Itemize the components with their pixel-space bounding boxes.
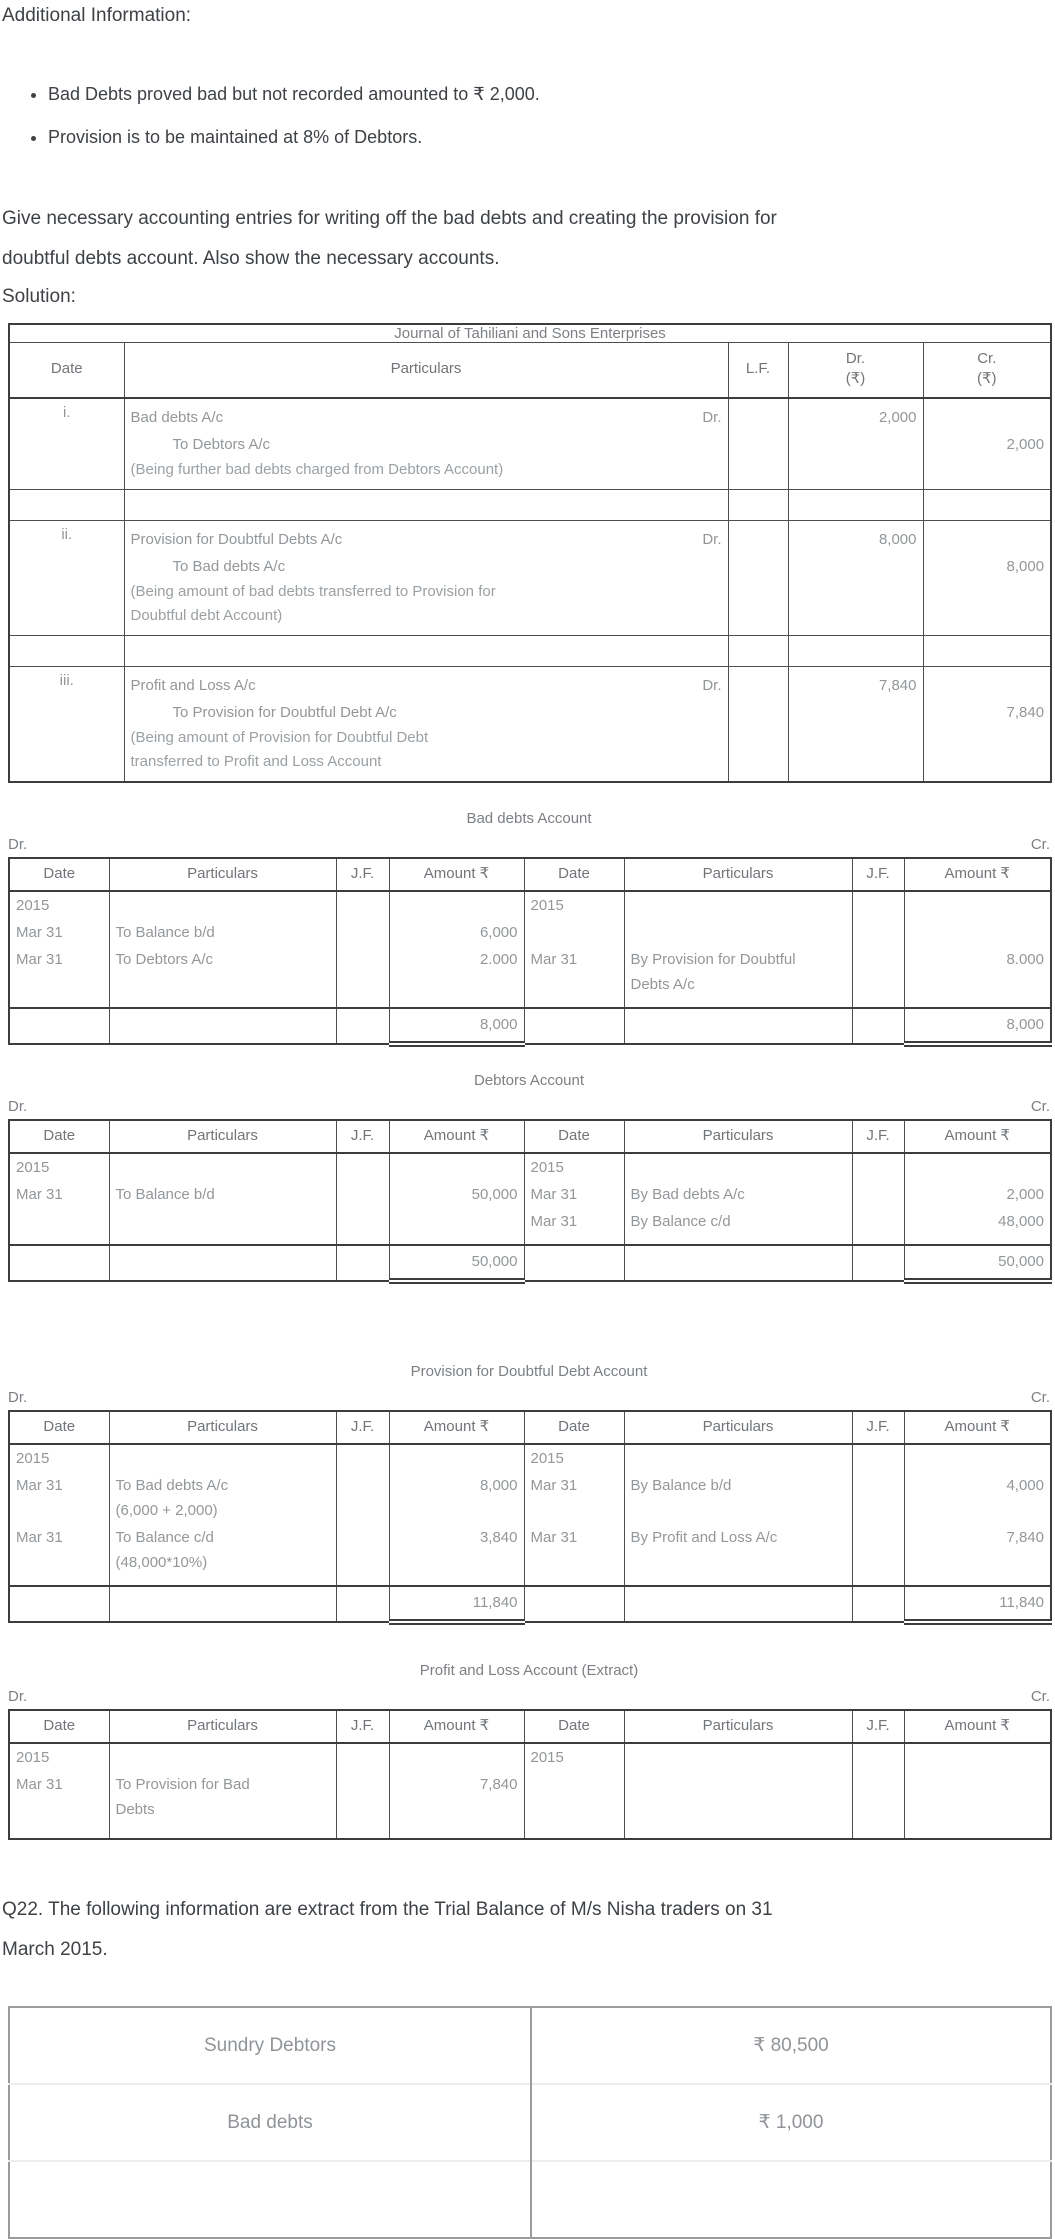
col-amount: Amount ₹ xyxy=(389,858,524,891)
entry-cr-amount-cell xyxy=(923,667,1051,783)
entry-number: i. xyxy=(9,398,124,490)
entry-cr-amount: 7,840 xyxy=(1006,704,1045,721)
journal-header-dr xyxy=(788,343,923,399)
date-cell: 2015 xyxy=(9,1743,109,1771)
amount-cell: 7,840 xyxy=(904,1524,1051,1586)
table-row xyxy=(9,2161,1051,2238)
date-cell: 2015 xyxy=(524,1153,624,1181)
journal-header-row xyxy=(9,343,1051,399)
total-amount: 11,840 xyxy=(904,1586,1051,1622)
particulars-cell: By Balance c/d xyxy=(624,1208,852,1245)
col-particulars: Particulars xyxy=(109,858,336,891)
entry-dr-label: Dr. xyxy=(702,677,722,694)
col-date: Date xyxy=(524,1120,624,1153)
journal-header-particulars: Particulars xyxy=(124,343,728,399)
entry-dr-amount-cell xyxy=(788,398,923,490)
table-row xyxy=(9,2084,1051,2161)
ledger-row xyxy=(9,919,1051,946)
amount-cell: 48,000 xyxy=(904,1208,1051,1245)
col-jf: J.F. xyxy=(336,858,389,891)
col-amount: Amount ₹ xyxy=(904,1710,1051,1743)
col-amount: Amount ₹ xyxy=(389,1411,524,1444)
ledger-header-row xyxy=(9,858,1051,891)
col-amount: Amount ₹ xyxy=(904,1120,1051,1153)
ledger-year-row xyxy=(9,1444,1051,1472)
pl-extract-table xyxy=(8,1709,1052,1840)
col-date: Date xyxy=(9,1120,109,1153)
journal-header-dr-label: Dr. xyxy=(845,350,866,367)
total-amount: 50,000 xyxy=(389,1245,524,1281)
amount-cell: 2,000 xyxy=(904,1181,1051,1208)
question-paragraph-line-1: Give necessary accounting entries for writing off the bad debts and creating the provision for xyxy=(2,208,777,229)
jf-cell xyxy=(852,1472,904,1524)
amount-cell: 3,840 xyxy=(389,1524,524,1586)
table-row xyxy=(9,2007,1051,2084)
entry-particulars xyxy=(124,521,728,636)
q22-line-1: Q22. The following information are extract from the Trial Balance of M/s Nisha traders on 31 xyxy=(2,1899,773,1920)
ledger-title: Debtors Account xyxy=(473,1072,585,1089)
col-particulars: Particulars xyxy=(624,1710,852,1743)
col-jf: J.F. xyxy=(336,1411,389,1444)
amount-cell: 6,000 xyxy=(389,919,524,946)
entry-debit-line xyxy=(131,526,722,553)
entry-lf-cell xyxy=(728,521,788,636)
date-cell: 2015 xyxy=(9,891,109,919)
ledger-row xyxy=(9,1181,1051,1208)
entry-account: Provision for Doubtful Debts A/c xyxy=(130,531,343,548)
item-value: ₹ 80,500 xyxy=(531,2007,1051,2084)
item-label: Sundry Debtors xyxy=(203,2034,336,2056)
particulars-cell: To Bad debts A/c (6,000 + 2,000) xyxy=(109,1472,336,1524)
date-cell: 2015 xyxy=(524,1444,624,1472)
col-date: Date xyxy=(9,1710,109,1743)
journal-header-cr-rupee: (₹) xyxy=(977,370,997,387)
entry-cr-amount-cell xyxy=(923,398,1051,490)
date-cell: Mar 31 xyxy=(9,1771,109,1839)
particulars-cell: To Debtors A/c xyxy=(109,946,336,1008)
spacer-line xyxy=(930,672,1045,699)
jf-cell xyxy=(852,1524,904,1586)
col-particulars: Particulars xyxy=(624,858,852,891)
item-value xyxy=(531,2161,1051,2238)
bullet-list xyxy=(0,82,1055,149)
total-amount: 11,840 xyxy=(389,1586,524,1622)
particulars-cell: By Provision for Doubtful Debts A/c xyxy=(624,946,852,1008)
date-cell: 2015 xyxy=(524,1743,624,1771)
entry-dr-amount-cell xyxy=(788,521,923,636)
drcr-labels xyxy=(8,835,1050,855)
entry-debit-line xyxy=(131,672,722,699)
col-amount: Amount ₹ xyxy=(904,1411,1051,1444)
ledger-section-provision xyxy=(0,1362,1055,1625)
particulars-cell: To Balance b/d xyxy=(109,1181,336,1208)
journal-entry-row-iii xyxy=(9,667,1051,783)
ledger-section-bad-debts xyxy=(0,809,1055,1047)
total-amount: 50,000 xyxy=(904,1245,1051,1281)
entry-credit-line: To Debtors A/c xyxy=(172,436,271,453)
col-date: Date xyxy=(9,1411,109,1444)
journal-header-dr-rupee: (₹) xyxy=(845,370,866,387)
spacer-line xyxy=(930,526,1045,553)
entry-account: Bad debts A/c xyxy=(130,409,224,426)
bullet-item-provision: • Provision is to be maintained at 8% of Debtors. xyxy=(48,125,1055,149)
col-jf: J.F. xyxy=(336,1120,389,1153)
entry-number: ii. xyxy=(9,521,124,636)
entry-lf-cell xyxy=(728,667,788,783)
jf-cell xyxy=(336,1181,389,1208)
journal-entry-row-ii xyxy=(9,521,1051,636)
amount-cell: 8.000 xyxy=(904,946,1051,1008)
journal-entry-row-i xyxy=(9,398,1051,490)
cr-label: Cr. xyxy=(1030,1688,1050,1705)
dr-label: Dr. xyxy=(8,1098,28,1115)
date-cell: Mar 31 xyxy=(9,919,109,946)
col-date: Date xyxy=(9,858,109,891)
jf-cell xyxy=(852,1181,904,1208)
ledger-header-row xyxy=(9,1710,1051,1743)
date-cell: Mar 31 xyxy=(524,946,624,1008)
ledger-title: Bad debts Account xyxy=(466,810,592,827)
total-amount: 8,000 xyxy=(904,1008,1051,1044)
entry-credit-line: To Bad debts A/c xyxy=(172,558,286,575)
item-label: Bad debts xyxy=(9,2084,531,2161)
ledger-year-row xyxy=(9,1743,1051,1771)
ledger-total-row xyxy=(9,1008,1051,1044)
drcr-labels xyxy=(8,1388,1050,1408)
ledger-row xyxy=(9,1208,1051,1245)
bad-debts-account-table xyxy=(8,857,1052,1047)
journal-title: Journal of Tahiliani and Sons Enterprises xyxy=(9,324,1051,343)
total-amount: 8,000 xyxy=(389,1008,524,1044)
particulars-cell: By Bad debts A/c xyxy=(624,1181,852,1208)
particulars-cell: By Profit and Loss A/c xyxy=(624,1524,852,1586)
ledger-title: Profit and Loss Account (Extract) xyxy=(419,1662,639,1679)
trial-balance-extract-table xyxy=(8,2006,1052,2239)
additional-information-heading: Additional Information: xyxy=(2,5,192,26)
entry-particulars xyxy=(124,398,728,490)
date-cell: Mar 31 xyxy=(524,1208,624,1245)
date-cell: Mar 31 xyxy=(9,1472,109,1524)
col-jf: J.F. xyxy=(852,1120,904,1153)
ledger-row xyxy=(9,1771,1051,1839)
cr-label: Cr. xyxy=(1030,1389,1050,1406)
ledger-header-row xyxy=(9,1120,1051,1153)
date-cell: 2015 xyxy=(9,1444,109,1472)
entry-dr-amount: 2,000 xyxy=(878,409,917,426)
date-cell: Mar 31 xyxy=(524,1181,624,1208)
journal-header-date: Date xyxy=(9,343,124,399)
entry-dr-amount: 8,000 xyxy=(878,531,917,548)
entry-dr-amount: 7,840 xyxy=(878,677,917,694)
entry-cr-amount: 8,000 xyxy=(1006,558,1045,575)
ledger-year-row xyxy=(9,891,1051,919)
col-amount: Amount ₹ xyxy=(389,1120,524,1153)
date-cell: Mar 31 xyxy=(524,1472,624,1524)
entry-narration-line-2: transferred to Profit and Loss Account xyxy=(130,753,382,770)
entry-narration-line-1: (Being amount of Provision for Doubtful Debt xyxy=(130,729,429,746)
drcr-labels xyxy=(8,1097,1050,1117)
date-cell: Mar 31 xyxy=(9,946,109,1008)
jf-cell xyxy=(336,1524,389,1586)
cr-label: Cr. xyxy=(1030,836,1050,853)
ledger-header-row xyxy=(9,1411,1051,1444)
entry-lf-cell xyxy=(728,398,788,490)
date-cell: Mar 31 xyxy=(9,1524,109,1586)
particulars-cell: To Provision for Bad Debts xyxy=(109,1771,336,1839)
dr-label: Dr. xyxy=(8,1389,28,1406)
col-particulars: Particulars xyxy=(624,1411,852,1444)
ledger-total-row xyxy=(9,1245,1051,1281)
col-particulars: Particulars xyxy=(109,1411,336,1444)
debtors-account-table xyxy=(8,1119,1052,1284)
cr-label: Cr. xyxy=(1030,1098,1050,1115)
col-amount: Amount ₹ xyxy=(904,858,1051,891)
jf-cell xyxy=(336,946,389,1008)
ledger-row xyxy=(9,1472,1051,1524)
question-paragraph xyxy=(2,199,1055,279)
item-label xyxy=(9,2161,531,2238)
col-jf: J.F. xyxy=(852,858,904,891)
document-page xyxy=(0,4,1055,2175)
journal-header-cr xyxy=(923,343,1051,399)
particulars-cell: To Balance b/d xyxy=(109,919,336,946)
journal-header-lf: L.F. xyxy=(728,343,788,399)
entry-narration-line-1: (Being amount of bad debts transferred to Provision for xyxy=(130,583,496,600)
journal-spacer-row xyxy=(9,490,1051,521)
amount-cell: 50,000 xyxy=(389,1181,524,1208)
amount-cell: 8,000 xyxy=(389,1472,524,1524)
amount-cell: 2.000 xyxy=(389,946,524,1008)
ledger-row xyxy=(9,946,1051,1008)
date-cell: 2015 xyxy=(9,1153,109,1181)
col-jf: J.F. xyxy=(336,1710,389,1743)
entry-narration: (Being further bad debts charged from Debtors Account) xyxy=(130,461,504,478)
col-particulars: Particulars xyxy=(109,1120,336,1153)
entry-credit-line: To Provision for Doubtful Debt A/c xyxy=(172,704,397,721)
col-jf: J.F. xyxy=(852,1411,904,1444)
ledger-section-debtors xyxy=(0,1071,1055,1284)
entry-dr-amount-cell xyxy=(788,667,923,783)
entry-dr-label: Dr. xyxy=(702,409,722,426)
journal-spacer-row xyxy=(9,636,1051,667)
item-value: ₹ 1,000 xyxy=(531,2084,1051,2161)
jf-cell xyxy=(852,946,904,1008)
ledger-section-pl-extract xyxy=(0,1661,1055,1840)
dr-label: Dr. xyxy=(8,836,28,853)
date-cell: Mar 31 xyxy=(9,1181,109,1208)
spacer-line xyxy=(930,404,1045,431)
col-date: Date xyxy=(524,858,624,891)
entry-particulars xyxy=(124,667,728,783)
q22-line-2: March 2015. xyxy=(2,1939,108,1960)
col-particulars: Particulars xyxy=(109,1710,336,1743)
bullet-item-bad-debts: • Bad Debts proved bad but not recorded amounted to ₹ 2,000. xyxy=(48,82,1055,106)
entry-debit-line xyxy=(131,404,722,431)
entry-narration-line-2: Doubtful debt Account) xyxy=(130,607,283,624)
jf-cell xyxy=(336,1771,389,1839)
date-cell: 2015 xyxy=(524,891,624,919)
ledger-title: Provision for Doubtful Debt Account xyxy=(410,1363,648,1380)
jf-cell xyxy=(336,919,389,946)
jf-cell xyxy=(336,1472,389,1524)
col-amount: Amount ₹ xyxy=(389,1710,524,1743)
entry-cr-amount: 2,000 xyxy=(1006,436,1045,453)
particulars-cell: By Balance b/d xyxy=(624,1472,852,1524)
amount-cell: 7,840 xyxy=(389,1771,524,1839)
ledger-year-row xyxy=(9,1153,1051,1181)
entry-cr-amount-cell xyxy=(923,521,1051,636)
jf-cell xyxy=(852,1208,904,1245)
journal-table xyxy=(8,323,1052,783)
col-particulars: Particulars xyxy=(624,1120,852,1153)
entry-number: iii. xyxy=(9,667,124,783)
question-paragraph-line-2: doubtful debts account. Also show the necessary accounts. xyxy=(2,248,500,269)
ledger-total-row xyxy=(9,1586,1051,1622)
col-date: Date xyxy=(524,1710,624,1743)
solution-label: Solution: xyxy=(2,286,76,307)
q22-paragraph xyxy=(2,1890,1055,1970)
entry-account: Profit and Loss A/c xyxy=(130,677,256,694)
col-date: Date xyxy=(524,1411,624,1444)
provision-account-table xyxy=(8,1410,1052,1625)
date-cell: Mar 31 xyxy=(524,1524,624,1586)
drcr-labels xyxy=(8,1687,1050,1707)
col-jf: J.F. xyxy=(852,1710,904,1743)
dr-label: Dr. xyxy=(8,1688,28,1705)
particulars-cell: To Balance c/d (48,000*10%) xyxy=(109,1524,336,1586)
journal-header-cr-label: Cr. xyxy=(977,350,997,367)
amount-cell: 4,000 xyxy=(904,1472,1051,1524)
ledger-row xyxy=(9,1524,1051,1586)
entry-dr-label: Dr. xyxy=(702,531,722,548)
journal-title-row xyxy=(9,324,1051,343)
